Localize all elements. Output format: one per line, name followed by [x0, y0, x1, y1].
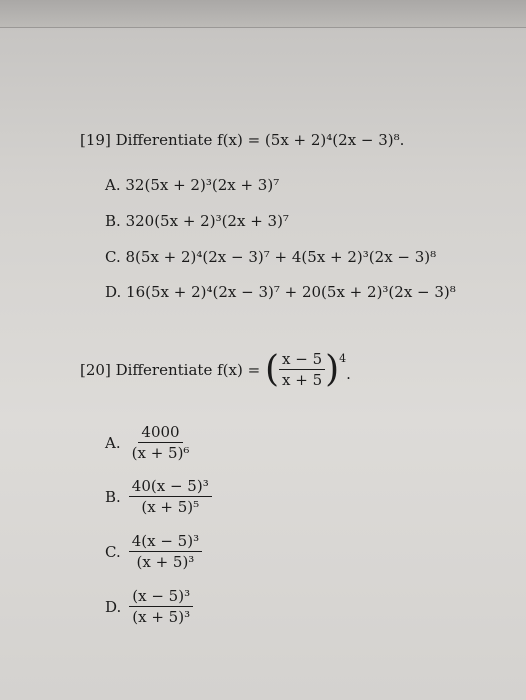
option-letter: C. — [105, 542, 121, 561]
option-numerator: (x − 5)³ — [129, 587, 193, 607]
option-denominator: (x + 5)⁵ — [141, 498, 200, 516]
option-expression: 16(5x + 2)⁴(2x − 3)⁷ + 20(5x + 2)³(2x − 3)⁸ — [126, 283, 456, 301]
option-letter: D. — [105, 283, 122, 301]
option-denominator: (x + 5)³ — [132, 608, 191, 626]
option-numerator: 4000 — [138, 423, 182, 443]
option-denominator: (x + 5)⁶ — [131, 444, 190, 462]
option-letter: D. — [105, 597, 122, 616]
option-fraction — [129, 477, 212, 516]
q20-lhs: f(x) = — [217, 360, 261, 379]
option-fraction — [129, 587, 193, 626]
q20-option-b[interactable] — [105, 477, 212, 516]
option-expression: 320(5x + 2)³(2x + 3)⁷ — [125, 212, 289, 230]
q20-number: [20] — [80, 360, 111, 379]
option-letter: A. — [105, 433, 121, 452]
q20-prompt: Differentiate — [115, 360, 213, 379]
q19-option-c[interactable] — [105, 248, 436, 266]
q20-option-d[interactable] — [105, 587, 193, 626]
option-letter: A. — [105, 176, 121, 194]
option-expression: 8(5x + 2)⁴(2x − 3)⁷ + 4(5x + 2)³(2x − 3)⁸ — [125, 248, 437, 266]
q20-option-a[interactable] — [105, 423, 192, 462]
right-paren: ) — [325, 348, 340, 390]
option-letter: B. — [105, 487, 121, 506]
question-20 — [80, 350, 351, 389]
q19-option-a[interactable] — [105, 176, 279, 194]
option-denominator: (x + 5)³ — [136, 553, 195, 571]
option-numerator: 40(x − 5)³ — [129, 477, 212, 497]
q20-option-c[interactable] — [105, 532, 202, 571]
question-19 — [80, 131, 404, 149]
left-paren: ( — [264, 348, 279, 390]
q19-number: [19] — [80, 131, 111, 149]
q20-fraction-numerator: x − 5 — [279, 350, 325, 370]
q19-prompt: Differentiate — [115, 131, 213, 149]
q20-period: . — [346, 365, 351, 383]
q20-fraction-denominator: x + 5 — [282, 371, 323, 389]
option-letter: B. — [105, 212, 121, 230]
q19-option-b[interactable] — [105, 212, 289, 230]
option-fraction — [129, 423, 193, 462]
q20-fraction — [279, 350, 325, 389]
q19-function: f(x) = (5x + 2)⁴(2x − 3)⁸. — [217, 131, 405, 149]
q20-exponent: 4 — [339, 352, 347, 365]
q19-option-d[interactable] — [105, 283, 456, 301]
option-numerator: 4(x − 5)³ — [129, 532, 202, 552]
option-letter: C. — [105, 248, 121, 266]
option-expression: 32(5x + 2)³(2x + 3)⁷ — [125, 176, 280, 194]
option-fraction — [129, 532, 202, 571]
